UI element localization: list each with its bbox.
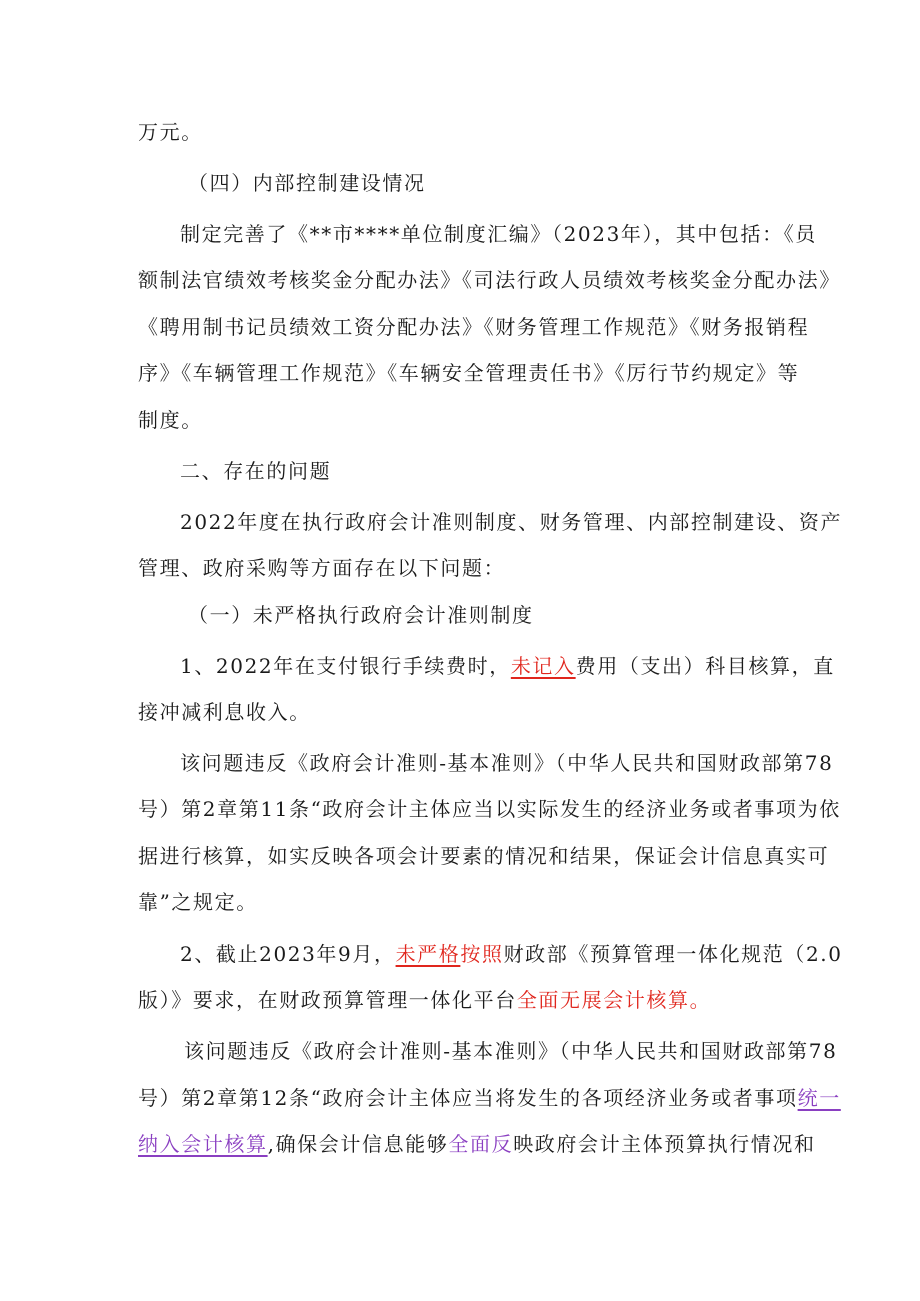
text-line	[0, 1130, 920, 1158]
text-span: 财政部《预算管理一体化规范（2.0	[503, 942, 843, 966]
highlighted-text: 统一	[797, 1086, 841, 1110]
subsection-heading: （一）未严格执行政府会计准则制度	[188, 603, 534, 627]
section-heading: （四）内部控制建设情况	[188, 171, 426, 195]
highlighted-text: 全面反	[448, 1132, 514, 1156]
text-line: 万元。	[138, 120, 203, 144]
text-line: 靠”之规定。	[138, 890, 258, 914]
text-line	[0, 986, 920, 1014]
text-line	[0, 652, 920, 680]
section-heading: 二、存在的问题	[180, 459, 332, 483]
text-span: ,确保会计信息能够	[267, 1132, 449, 1156]
text-line: 该问题违反《政府会计准则-基本准则》（中华人民共和国财政部第78	[180, 751, 834, 775]
highlighted-text: 未严格	[395, 942, 461, 966]
highlighted-text: 未记入	[510, 654, 576, 678]
text-line: 制度。	[138, 408, 203, 432]
text-span: 版）》要求，在财政预算管理一体化平台	[138, 988, 517, 1012]
text-span: 费用（支出）科目核算，直	[575, 654, 835, 678]
text-span: 号）第2章第12条“政府会计主体应当将发生的各项经济业务或者事项	[138, 1086, 798, 1110]
text-line	[0, 1084, 920, 1112]
text-line: 接冲减利息收入。	[138, 700, 311, 724]
highlighted-text: 全面无展会计核算。	[516, 988, 712, 1012]
text-span: 1、2022年在支付银行手续费时，	[180, 654, 511, 678]
highlighted-text: 纳入会计核算	[138, 1132, 268, 1156]
text-line	[0, 940, 920, 968]
text-line: 序》《车辆管理工作规范》《车辆安全管理责任书》《厉行节约规定》等	[138, 361, 800, 385]
text-line: 额制法官绩效考核奖金分配办法》《司法行政人员绩效考核奖金分配办法》	[138, 268, 841, 292]
text-line: 号）第2章第11条“政府会计主体应当以实际发生的经济业务或者事项为依	[138, 797, 841, 821]
text-line: 2022年度在执行政府会计准则制度、财务管理、内部控制建设、资产	[180, 510, 843, 534]
text-line: 管理、政府采购等方面存在以下问题：	[138, 556, 506, 580]
highlighted-text: 按照	[460, 942, 504, 966]
text-line: 该问题违反《政府会计准则-基本准则》（中华人民共和国财政部第78	[184, 1039, 838, 1063]
text-span: 2、截止2023年9月，	[180, 942, 396, 966]
text-line: 制定完善了《**市****单位制度汇编》（2023年），其中包括：《员	[180, 222, 817, 246]
text-line: 据进行核算，如实反映各项会计要素的情况和结果，保证会计信息真实可	[138, 844, 830, 868]
text-span: 映政府会计主体预算执行情况和	[513, 1132, 816, 1156]
text-line: 《聘用制书记员绩效工资分配办法》《财务管理工作规范》《财务报销程	[138, 315, 810, 339]
